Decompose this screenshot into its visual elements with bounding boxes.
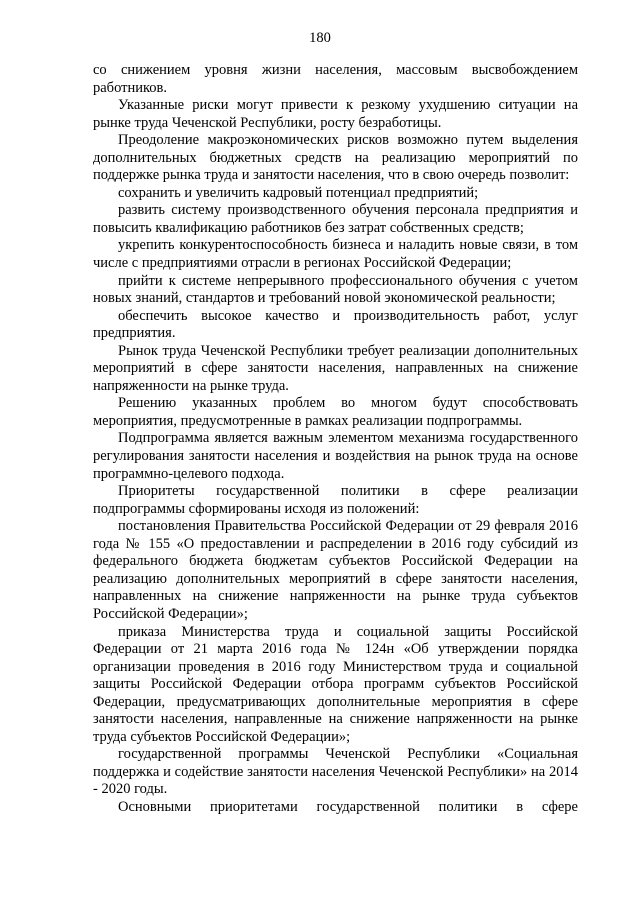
list-item: постановления Правительства Российской Федерации от 29 февраля 2016 года № 155 «О предоставлении и распределении в 2016 году субсидий из федерального бюджета бюджетам субъектов Российской Федерации на реализацию дополнительных мероприятий в сфере занятости населения, направленных на снижение напряженности на рынке труда субъектов Российской Федерации»;	[93, 518, 578, 622]
list-item: обеспечить высокое качество и производительность работ, услуг предприятия.	[93, 307, 578, 342]
paragraph: Указанные риски могут привести к резкому ухудшению ситуации на рынке труда Чеченской Республики, росту безработицы.	[93, 97, 578, 131]
list-item: сохранить и увеличить кадровый потенциал предприятий;	[118, 184, 479, 201]
paragraph-continuation: со снижением уровня жизни населения, массовым высвобождением работников.	[93, 62, 578, 96]
paragraph: Рынок труда Чеченской Республики требует реализации дополнительных мероприятий в сфере занятости населения, направленных на снижение напряженности на рынке труда.	[93, 342, 578, 394]
list-item: укрепить конкурентоспособность бизнеса и наладить новые связи, в том числе с предприятиями отрасли в регионах Российской Федерации;	[93, 237, 578, 272]
list-item: государственной программы Чеченской Республики «Социальная поддержка и содействие занятости населения Чеченской Республики» на 2014 - 2020 годы.	[93, 746, 578, 798]
paragraph: Подпрограмма является важным элементом механизма государственного регулирования занятости населения и воздействия на рынок труда на основе программно-целевого подхода.	[93, 430, 578, 482]
paragraph: Преодоление макроэкономических рисков возможно путем выделения дополнительных бюджетных средств на реализацию мероприятий по поддержке рынка труда и занятости населения, что в свою очередь позволит:	[93, 132, 578, 184]
list-item: развить систему производственного обучения персонала предприятия и повысить квалификацию работников без затрат собственных средств;	[93, 202, 578, 236]
list-item: приказа Министерства труда и социальной защиты Российской Федерации от 21 марта 2016 года № 124н «Об утверждении порядка организации проведения в 2016 году Министерством труда и социальной защиты Российской Федерации отбора программ субъектов Российской Федерации, предусматривающих дополнительные мероприятия в сфере занятости населения, направленные на снижение напряженности на рынке труда субъектов Российской Федерации»;	[93, 623, 578, 745]
page-number: 180	[309, 30, 331, 46]
paragraph: Приоритеты государственной политики в сфере реализации подпрограммы сформированы исходя из положений:	[93, 483, 578, 517]
paragraph: Основными приоритетами государственной политики в сфере	[118, 798, 578, 815]
document-body	[93, 62, 578, 817]
list-item: прийти к системе непрерывного профессионального обучения с учетом новых знаний, стандартов и требований новой экономической реальности;	[93, 272, 578, 307]
paragraph: Решению указанных проблем во многом будут способствовать мероприятия, предусмотренные в рамках реализации подпрограммы.	[93, 395, 578, 429]
